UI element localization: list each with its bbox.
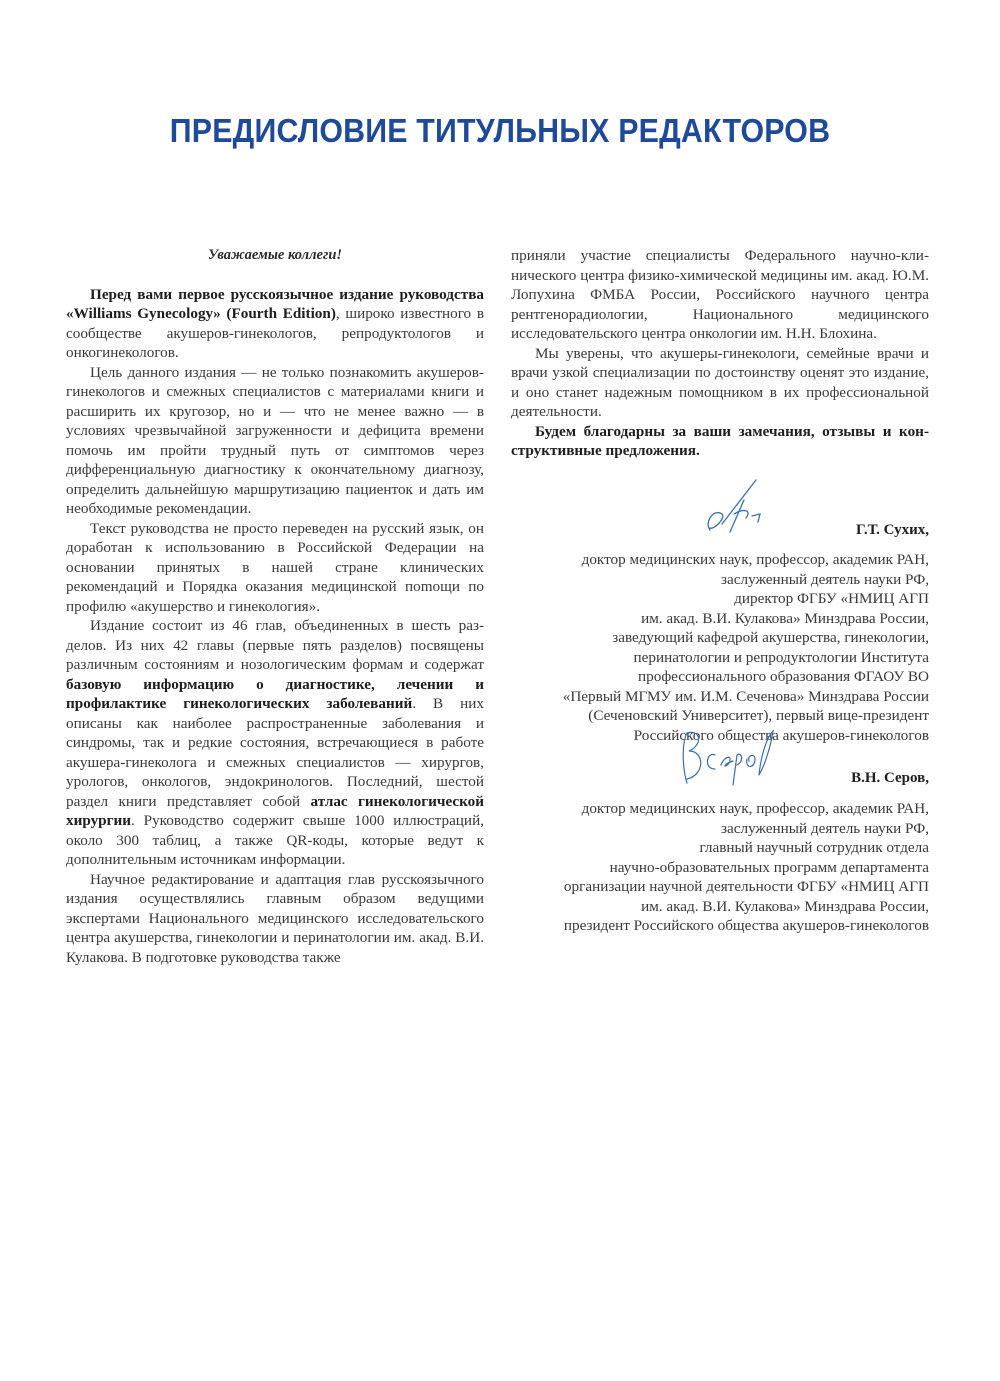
right-column: [511, 246, 929, 461]
structure-bold-2: атлас гинекологической хирургии: [66, 792, 484, 829]
feedback-bold: Будем благодарны за ваши замечания, отзывы и конструктивные предложения.: [511, 422, 929, 459]
credential-line: организации научной деятельности ФГБУ «НМИЦ АГП: [563, 878, 929, 895]
greeting: Уважаемые коллеги!: [207, 247, 343, 263]
credential-line: заслуженный деятель науки РФ,: [721, 570, 929, 588]
credential-line: им. акад. В.И. Кулакова» Минздрава России,: [641, 897, 929, 915]
structure-bold-1: базовую информацию о диагностике, лечении и профилактике гинекологических заболеваний: [66, 675, 484, 712]
page-title: ПРЕДИСЛОВИЕ ТИТУЛЬНЫХ РЕДАКТОРОВ: [169, 112, 831, 149]
left-column: [66, 246, 484, 967]
paragraph-editing-cont: приняли участие специалисты Федерального научно-клинического центра физико-химической медицины им. акад. Ю.М. Лопухина ФМБА России, Российского научного центра рентгенорадиологии, Национального медицинского исследовательского центра онкологии им. Н.Н. Блохина.: [511, 247, 929, 342]
paragraph-structure: [66, 616, 484, 870]
intro-bold: Перед вами первое русскоязычное издание руководства «Williams Gynecology» (Fourth Edition): [66, 285, 484, 322]
paragraph-feedback: [511, 422, 929, 461]
structure-text-a: Издание состоит из 46 глав, объединенных в шесть разделов. Из них 42 главы (первые пять разделов) посвящены различным состояниям и нозологическим формам и содержат: [66, 617, 484, 673]
credential-line: президент Российского общества акушеров-гинекологов: [563, 917, 929, 934]
signatory-name: В.Н. Серов,: [851, 770, 929, 786]
structure-text-c: . Руководство содержит свыше 1000 иллюстраций, около 300 таблиц, а также QR-коды, которые ведут к дополнительным источникам информации.: [66, 812, 484, 868]
credential-line: «Первый МГМУ им. И.М. Сеченова» Минздрава России: [562, 687, 929, 705]
credential-line: директор ФГБУ «НМИЦ АГП: [734, 590, 929, 607]
signatory-credentials: [511, 799, 929, 936]
credential-line: доктор медицинских наук, профессор, академик РАН,: [581, 551, 929, 568]
signatory-name: Г.Т. Сухих,: [856, 522, 929, 538]
paragraph-adaptation: Текст руководства не просто переведен на русский язык, он доработан к использованию в Российской Федерации на основании принятых в нашей стране клинических рекомендаций и Порядка оказания медицинской поmощи по профилю «акушерство и гинекология».: [66, 519, 484, 615]
credential-line: Российского общества акушеров-гинекологов: [633, 726, 929, 744]
paragraph-confidence: Мы уверены, что акушеры-гинекологи, семейные врачи и врачи узкой специализации по достоинству оценят это издание, и оно станет надежным помощником в их профессиональной деятельности.: [511, 344, 929, 420]
credential-line: (Сеченовский Университет), первый вице-президент: [588, 707, 929, 724]
paragraph-goal: Цель данного издания — не только познакомить акушеров-гинекологов и смежных специалистов с материалами книги и расширить их кругозор, но и — что не менее важно — в условиях чрезвычайной загруженности и дефицита времени помочь им пройти трудный путь от симптомов через дифференциальную диагностику к окончательному диагнозу, определить дальнейшую маршрутизацию пациенток и дать им необходимые рекомендации.: [66, 363, 484, 517]
credential-line: им. акад. В.И. Кулакова» Минздрава России,: [641, 609, 929, 627]
paragraph-intro: [66, 285, 484, 363]
structure-text-b: . В них описаны как наиболее распространенные заболевания и синдромы, так и редкие состояния, встречающиеся в работе акушера-гинеколога и смежных специалистов — хирургов, урологов, онкологов, эндокринологов. Последний, шестой раздел книги представляет собой: [66, 695, 484, 810]
credential-line: перинатологии и репродуктологии Института: [633, 648, 929, 666]
credential-line: заслуженный деятель науки РФ,: [721, 819, 929, 837]
credential-line: главный научный сотрудник отдела: [699, 839, 929, 856]
signatory-serov: [511, 770, 929, 936]
credential-line: научно-образовательных программ департамента: [609, 858, 929, 876]
credential-line: доктор медицинских наук, профессор, академик РАН,: [581, 800, 929, 817]
intro-rest: , широко известного в сообществе акушеров-гинекологов, репродуктологов и онкогинекологов.: [66, 305, 484, 361]
credential-line: профессионального образования ФГАОУ ВО: [638, 668, 929, 685]
signatory-sukhikh: [511, 522, 929, 745]
signatory-credentials: [511, 550, 929, 745]
paragraph-editing: Научное редактирование и адаптация глав русскоязычного издания осуществлялись главным образом ведущими экспертами Национального медицинского исследовательского центра акушерства, гинекологии и перинатологии им. акад. В.И. Кулакова. В подготовке руководства также: [66, 870, 484, 966]
credential-line: заведующий кафедрой акушерства, гинекологии,: [612, 629, 929, 646]
